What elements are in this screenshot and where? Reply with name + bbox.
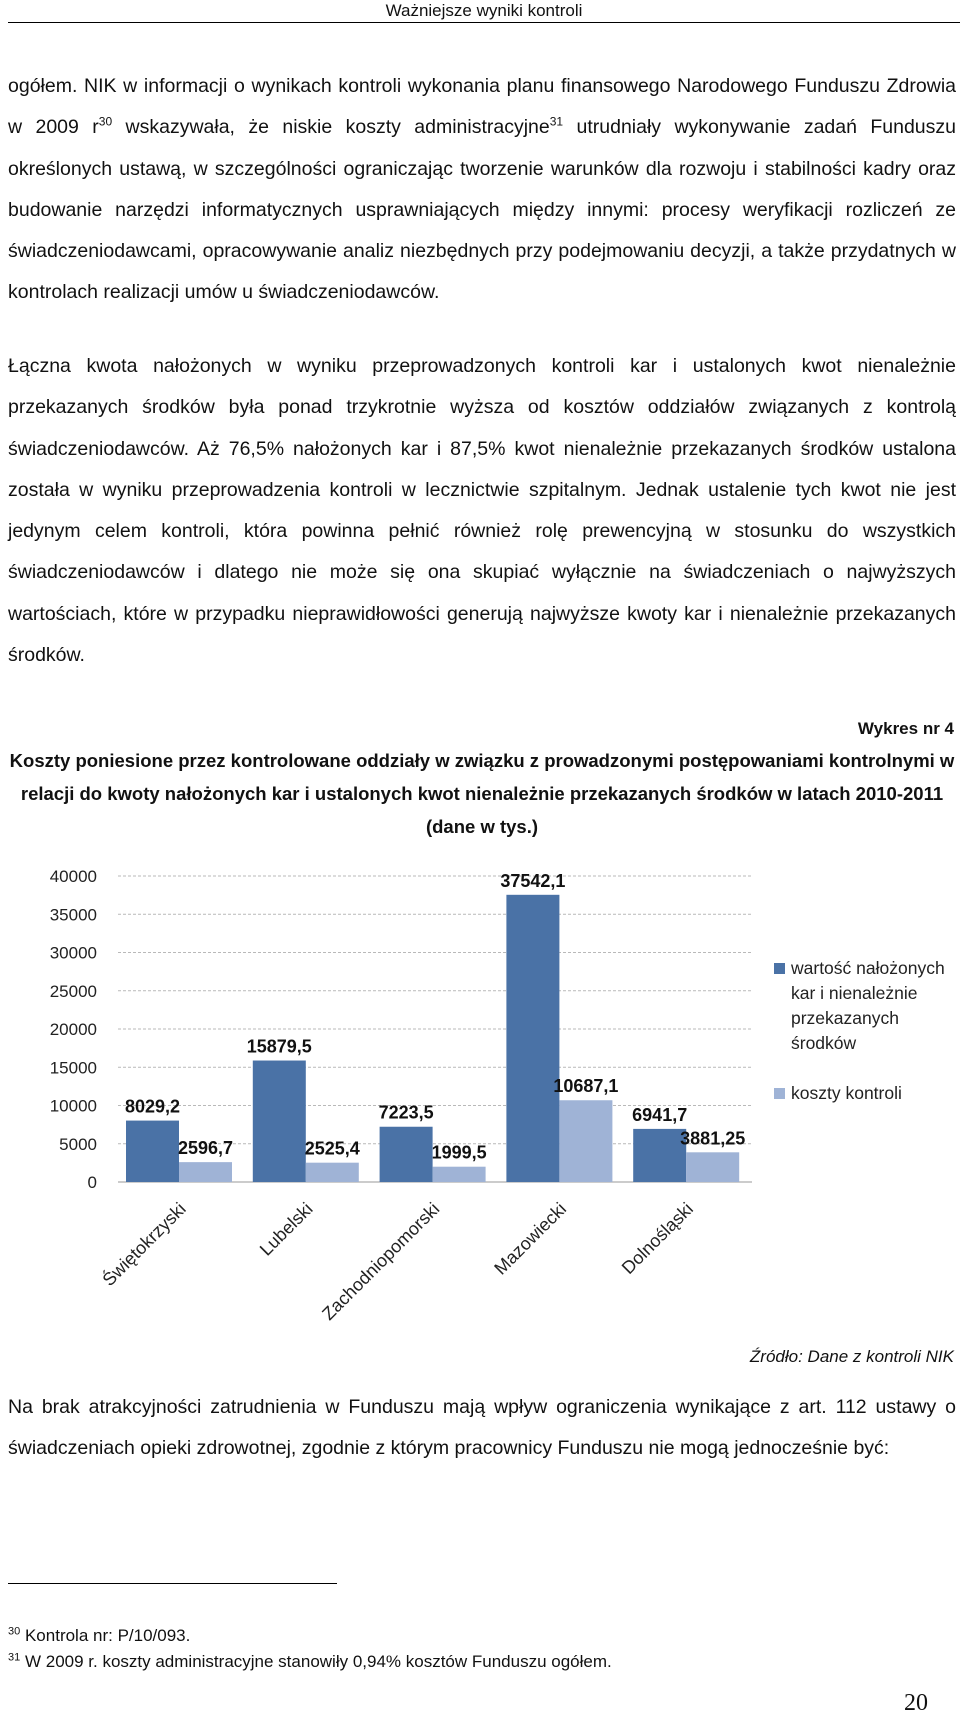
footnote-text: Kontrola nr: P/10/093.: [20, 1626, 191, 1645]
footnote-30: [8, 1626, 190, 1646]
bar: [253, 1061, 306, 1182]
page-number: 20: [904, 1690, 928, 1716]
y-tick-label: 35000: [49, 905, 97, 925]
y-tick-label: 10000: [49, 1096, 97, 1116]
y-tick-label: 20000: [49, 1020, 97, 1039]
data-label: 10687,1: [553, 1076, 619, 1097]
bar: [686, 1152, 739, 1182]
legend-label: wartość nałożonych: [791, 958, 945, 978]
paragraph-2: Łączna kwota nałożonych w wyniku przeprowadzonych kontroli kar i ustalonych kwot nienależnie przekazanych środków była ponad trzykrotnie wyższa od kosztów oddziałów związanych z kontrolą świadczeniodawców. Aż 76,5% nałożonych kar i 87,5% kwot nienależnie przekazanych środków ustalona została w wyniku przeprowadzenia kontroli w lecznictwie szpitalnym. Jednak ustalenie tych kwot nie jest jedynym celem kontroli, która powinna pełnić również rolę prewencyjną w stosunku do wszystkich świadczeniodawców i dlatego nie może się ona skupiać wyłącznie na świadczeniach o najwyższych wartościach, które w przypadku nieprawidłowości generują najwyższe kwoty kar i nienależnie przekazanych środków.: [8, 355, 956, 667]
chart-number: Wykres nr 4: [857, 719, 954, 738]
y-tick-label: 15000: [49, 1058, 97, 1078]
footnote-ref-30: 30: [98, 114, 113, 129]
paragraph-3: Na brak atrakcyjności zatrudnienia w Funduszu mają wpływ ograniczenia wynikające z art. 112 ustawy o świadczeniach opieki zdrowotnej, zgodnie z którym pracownicy Funduszu nie mogą jednocześnie być:: [8, 1396, 956, 1460]
running-title: Ważniejsze wyniki kontroli: [385, 1, 583, 20]
data-label: 8029,2: [124, 1096, 181, 1117]
bar: [306, 1163, 359, 1182]
y-tick-label: 30000: [49, 943, 97, 963]
y-tick-label: 25000: [49, 981, 97, 1001]
bar: [559, 1100, 612, 1182]
y-tick-label: 5000: [59, 1134, 97, 1154]
footnote-31: [8, 1652, 612, 1672]
bar-chart: [0, 850, 960, 1340]
footnote-number: 30: [8, 1625, 21, 1638]
data-label: 6941,7: [632, 1104, 688, 1125]
x-tick-label: Dolnośląski: [617, 1198, 698, 1278]
bar: [633, 1129, 686, 1182]
legend-label: koszty kontroli: [791, 1083, 902, 1103]
legend-label: przekazanych: [791, 1008, 899, 1028]
data-label: 7223,5: [378, 1102, 434, 1123]
data-label: 1999,5: [431, 1142, 487, 1163]
y-tick-label: 0: [87, 1173, 97, 1192]
data-label: 37542,1: [500, 870, 566, 891]
bar: [126, 1121, 179, 1182]
paragraph-1: [8, 66, 956, 314]
data-label: 2596,7: [177, 1138, 234, 1159]
footnote-number: 31: [8, 1651, 21, 1664]
running-header: [8, 0, 960, 23]
bar: [433, 1167, 486, 1182]
paragraph-1-part-c: utrudniały wykonywanie zadań Funduszu określonych ustawą, w szczególności ograniczając tworzenie warunków dla rozwoju i stabilności kadry oraz budowanie narzędzi informatycznych usprawniających między innymi: procesy weryfikacji rozliczeń ze świadczeniodawcami, opracowywanie analiz niezbędnych przy podejmowaniu decyzji, a także przydatnych w kontrolach realizacji umów u świadczeniodawców.: [8, 116, 956, 304]
data-label: 2525,4: [304, 1138, 360, 1159]
bar: [179, 1162, 232, 1182]
legend-swatch: [774, 1088, 785, 1099]
chart-source: Źródło: Dane z kontroli NIK: [749, 1347, 954, 1366]
data-label: 3881,25: [680, 1128, 746, 1149]
legend-label: środków: [791, 1033, 857, 1053]
footnote-separator: [8, 1583, 337, 1584]
y-tick-label: 40000: [49, 867, 97, 886]
paragraph-1-part-b: wskazywała, że niskie koszty administracyjne: [112, 116, 550, 139]
footnote-ref-31: 31: [549, 114, 564, 129]
bar: [506, 895, 559, 1182]
legend-swatch: [774, 963, 785, 974]
paragraph-1-part-a: ogółem. NIK w informacji o wynikach kontroli wykonania planu finansowego Narodowego Funduszu Zdrowia w 2009 r: [8, 75, 956, 139]
footnote-text: W 2009 r. koszty administracyjne stanowiły 0,94% kosztów Funduszu ogółem.: [20, 1652, 612, 1671]
x-tick-label: Mazowiecki: [490, 1198, 571, 1279]
legend-label: kar i nienależnie: [791, 983, 918, 1003]
chart-caption: Koszty poniesione przez kontrolowane oddziały w związku z prowadzonymi postępowaniami kontrolnymi w relacji do kwoty nałożonych kar i ustalonych kwot nienależnie przekazanych środków w latach 2010-2011 (dane w tys.): [9, 750, 955, 837]
x-tick-label: Świętokrzyski: [98, 1198, 190, 1290]
x-tick-label: Zachodniopomorski: [318, 1198, 444, 1324]
x-tick-label: Lubelski: [255, 1198, 317, 1260]
bar: [380, 1127, 433, 1182]
data-label: 15879,5: [246, 1036, 312, 1057]
